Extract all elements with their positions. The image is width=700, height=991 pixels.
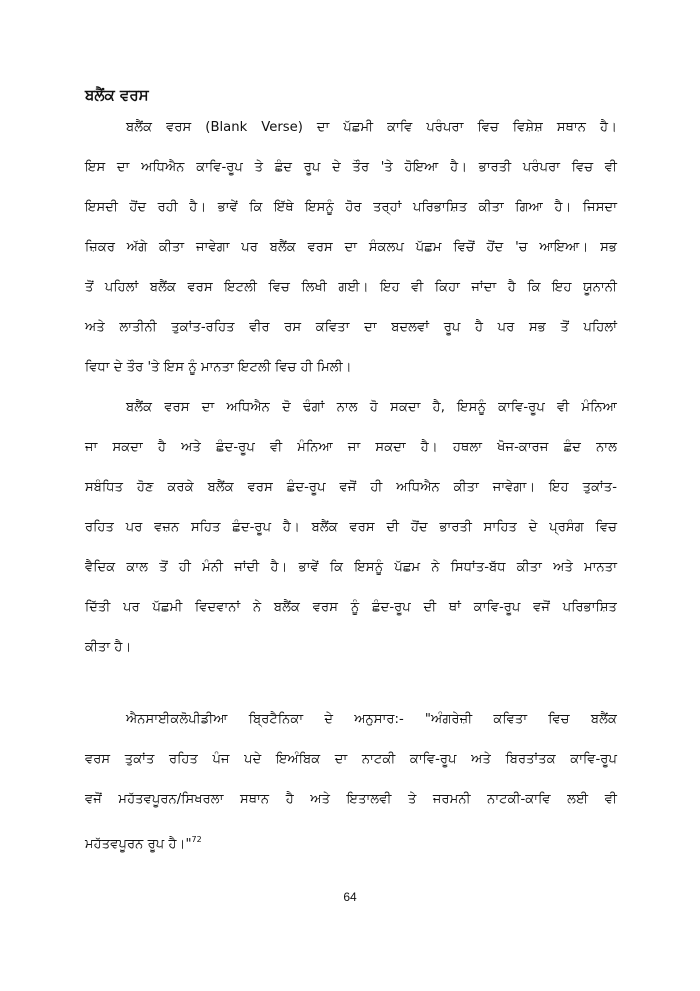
paragraph-1-line-7: ਵਿਧਾ ਦੇ ਤੌਰ 'ਤੇ ਇਸ ਨੂੰ ਮਾਨਤਾ ਇਟਲੀ ਵਿਚ ਹੀ ਮਿਲੀ। (85, 360, 352, 375)
paragraph-3-line-3: ਵਜੋਂ ਮਹੱਤਵਪੂਰਨ/ਸਿਖਰਲਾ ਸਥਾਨ ਹੈ ਅਤੇ ਇਤਾਲਵੀ ਤੇ ਜਰਮਨੀ ਨਾਟਕੀ-ਕਾਵਿ ਲਈ ਵੀ (85, 792, 617, 807)
paragraph-2-line-5: ਵੈਦਿਕ ਕਾਲ ਤੋਂ ਹੀ ਮੰਨੀ ਜਾਂਦੀ ਹੈ। ਭਾਵੇਂ ਕਿ ਇਸਨੂੰ ਪੱਛਮ ਨੇ ਸਿਧਾਂਤ-ਬੱਧ ਕੀਤਾ ਅਤੇ ਮਾਨਤਾ (85, 560, 617, 575)
paragraph-1-line-1: ਬਲੈਂਕ ਵਰਸ (Blank Verse) ਦਾ ਪੱਛਮੀ ਕਾਵਿ ਪਰੰਪਰਾ ਵਿਚ ਵਿਸ਼ੇਸ਼ ਸਥਾਨ ਹੈ। (126, 120, 617, 135)
paragraph-1-line-2: ਇਸ ਦਾ ਅਧਿਐਨ ਕਾਵਿ-ਰੂਪ ਤੇ ਛੰਦ ਰੂਪ ਦੇ ਤੌਰ 'ਤੇ ਹੋਇਆ ਹੈ। ਭਾਰਤੀ ਪਰੰਪਰਾ ਵਿਚ ਵੀ (85, 160, 617, 175)
paragraph-3-line-2: ਵਰਸ ਤੁਕਾਂਤ ਰਹਿਤ ਪੰਜ ਪਦੇ ਇਅੰਬਿਕ ਦਾ ਨਾਟਕੀ ਕਾਵਿ-ਰੂਪ ਅਤੇ ਬਿਰਤਾਂਤਕ ਕਾਵਿ-ਰੂਪ (85, 752, 617, 767)
paragraph-3-line-4-text: ਮਹੱਤਵਪੂਰਨ ਰੂਪ ਹੈ।" (85, 837, 192, 852)
page-number: 64 (343, 890, 357, 904)
paragraph-3-line-4 (85, 830, 617, 850)
section-heading: ਬਲੈਂਕ ਵਰਸ (85, 86, 149, 104)
paragraph-2-line-4: ਰਹਿਤ ਪਰ ਵਜ਼ਨ ਸਹਿਤ ਛੰਦ-ਰੂਪ ਹੈ। ਬਲੈਂਕ ਵਰਸ ਦੀ ਹੋਂਦ ਭਾਰਤੀ ਸਾਹਿਤ ਦੇ ਪ੍ਰਸੰਗ ਵਿਚ (85, 520, 617, 535)
paragraph-2-line-3: ਸਬੰਧਿਤ ਹੋਣ ਕਰਕੇ ਬਲੈਂਕ ਵਰਸ ਛੰਦ-ਰੂਪ ਵਜੋਂ ਹੀ ਅਧਿਐਨ ਕੀਤਾ ਜਾਵੇਗਾ। ਇਹ ਤੁਕਾਂਤ- (85, 480, 617, 495)
paragraph-2-line-2: ਜਾ ਸਕਦਾ ਹੈ ਅਤੇ ਛੰਦ-ਰੂਪ ਵੀ ਮੰਨਿਆ ਜਾ ਸਕਦਾ ਹੈ। ਹਥਲਾ ਖੋਜ-ਕਾਰਜ ਛੰਦ ਨਾਲ (85, 440, 617, 455)
paragraph-3-line-1: ਐਨਸਾਈਕਲੋਪੀਡੀਆ ਬ੍ਰਿਟੈਨਿਕਾ ਦੇ ਅਨੁਸਾਰ:- "ਅੰਗਰੇਜ਼ੀ ਕਵਿਤਾ ਵਿਚ ਬਲੈਂਕ (126, 712, 617, 727)
footnote-reference[interactable]: 72 (191, 835, 202, 844)
paragraph-1-line-6: ਅਤੇ ਲਾਤੀਨੀ ਤੁਕਾਂਤ-ਰਹਿਤ ਵੀਰ ਰਸ ਕਵਿਤਾ ਦਾ ਬਦਲਵਾਂ ਰੂਪ ਹੈ ਪਰ ਸਭ ਤੋਂ ਪਹਿਲਾਂ (85, 320, 617, 335)
paragraph-2-line-1: ਬਲੈਂਕ ਵਰਸ ਦਾ ਅਧਿਐਨ ਦੋ ਢੰਗਾਂ ਨਾਲ ਹੋ ਸਕਦਾ ਹੈ, ਇਸਨੂੰ ਕਾਵਿ-ਰੂਪ ਵੀ ਮੰਨਿਆ (126, 400, 617, 415)
paragraph-2-line-7: ਕੀਤਾ ਹੈ। (85, 640, 132, 655)
paragraph-2-line-6: ਦਿੱਤੀ ਪਰ ਪੱਛਮੀ ਵਿਦਵਾਨਾਂ ਨੇ ਬਲੈਂਕ ਵਰਸ ਨੂੰ ਛੰਦ-ਰੂਪ ਦੀ ਥਾਂ ਕਾਵਿ-ਰੂਪ ਵਜੋਂ ਪਰਿਭਾਸ਼ਿਤ (85, 600, 617, 615)
paragraph-1-line-3: ਇਸਦੀ ਹੋਂਦ ਰਹੀ ਹੈ। ਭਾਵੇਂ ਕਿ ਇੱਥੇ ਇਸਨੂੰ ਹੋਰ ਤਰ੍ਹਾਂ ਪਰਿਭਾਸ਼ਿਤ ਕੀਤਾ ਗਿਆ ਹੈ। ਜਿਸਦਾ (85, 200, 617, 215)
paragraph-1-line-5: ਤੋਂ ਪਹਿਲਾਂ ਬਲੈਂਕ ਵਰਸ ਇਟਲੀ ਵਿਚ ਲਿਖੀ ਗਈ। ਇਹ ਵੀ ਕਿਹਾ ਜਾਂਦਾ ਹੈ ਕਿ ਇਹ ਯੂਨਾਨੀ (85, 280, 617, 295)
paragraph-1-line-4: ਜ਼ਿਕਰ ਅੱਗੇ ਕੀਤਾ ਜਾਵੇਗਾ ਪਰ ਬਲੈਂਕ ਵਰਸ ਦਾ ਸੰਕਲਪ ਪੱਛਮ ਵਿਚੋਂ ਹੋਂਦ 'ਚ ਆਇਆ। ਸਭ (85, 240, 617, 255)
